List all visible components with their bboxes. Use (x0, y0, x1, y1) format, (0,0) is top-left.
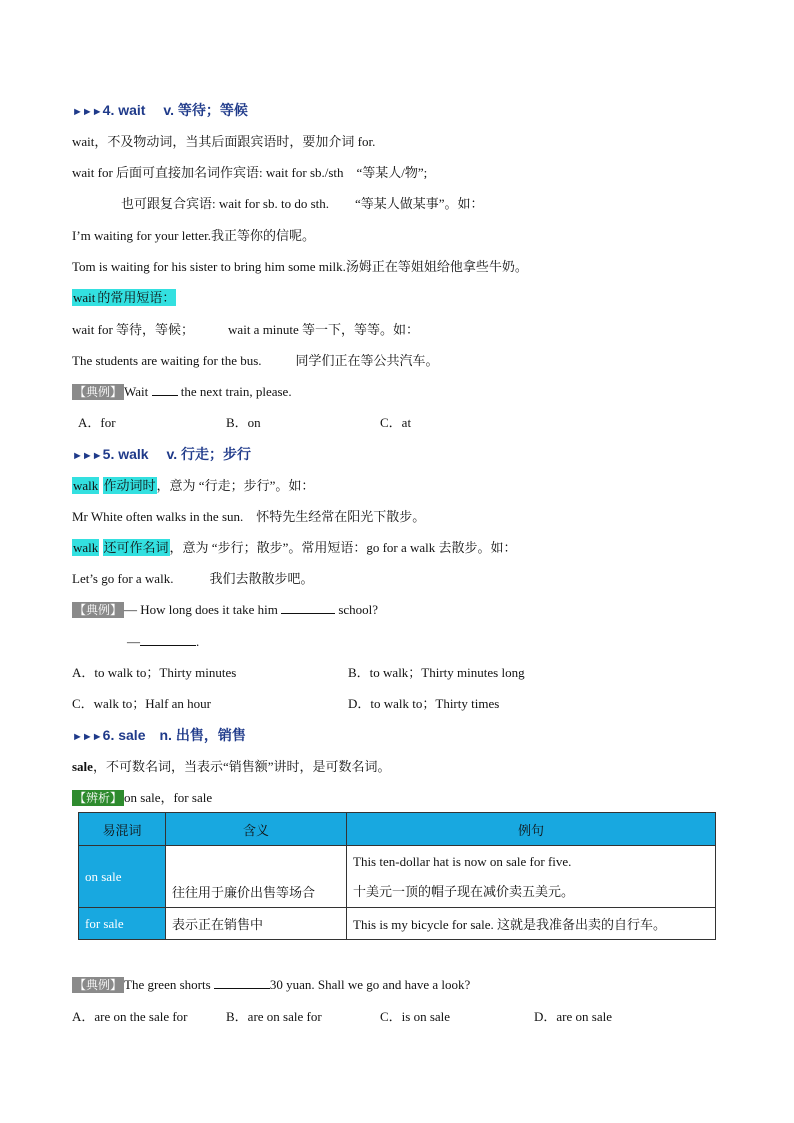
analysis-line (72, 789, 212, 807)
table-row (79, 908, 716, 940)
column-header: 易混词 (79, 813, 166, 846)
phrases-label (72, 289, 176, 307)
triangle-arrows-icon: ►►► (72, 450, 102, 462)
option-a[interactable]: A．for (78, 415, 116, 430)
exercise-question (72, 383, 292, 401)
section-5-title: 5. walk v. 行走；步行 (102, 446, 252, 462)
keyword: sale (72, 759, 93, 774)
question-text: 30 yuan. Shall we go and have a look? (269, 977, 471, 992)
phrase-line (72, 321, 419, 339)
answer-blank[interactable] (152, 383, 178, 396)
example-zh: 我们去散散步吧。 (209, 571, 314, 586)
paragraph: 也可跟复合宾语: wait for sb. to do sth. “等某人做某事”。如： (121, 196, 484, 211)
option-c[interactable]: C．is on sale (380, 1009, 451, 1024)
paragraph: wait for 后面可直接加名词作宾语: wait for sb./sth “等某人/物”; (72, 165, 428, 180)
example-line (72, 570, 313, 588)
paragraph (72, 539, 517, 557)
section-4-title: 4. wait v. 等待；等候 (102, 102, 248, 118)
table-cell-example (347, 846, 716, 908)
example-tag: 【典例】 (74, 978, 123, 992)
option-c[interactable]: C．walk to；Half an hour (72, 696, 212, 711)
column-header: 例句 (347, 813, 716, 846)
comparison-table (78, 812, 716, 940)
question-text: the next train, please. (180, 384, 292, 399)
paragraph-text: ，意为 “步行；散步”。常用短语：go for a walk 去散步。如： (169, 540, 517, 555)
table-row (79, 846, 716, 908)
exercise-question (72, 976, 470, 994)
highlight: 还可作名词 (103, 540, 169, 555)
triangle-arrows-icon: ►►► (72, 731, 102, 743)
paragraph (72, 758, 391, 776)
section-6-heading (72, 726, 246, 746)
option-d[interactable]: D．are on sale (534, 1009, 612, 1024)
section-4-heading (72, 101, 248, 121)
column-header: 含义 (166, 813, 347, 846)
period: . (196, 634, 200, 649)
phrase: wait for 等待，等候； (72, 322, 195, 337)
highlight: walk (73, 478, 99, 493)
option-a[interactable]: A．are on the sale for (72, 1009, 188, 1024)
answer-blank[interactable] (214, 976, 270, 989)
paragraph-text: ，意为 “行走；步行”。如： (156, 478, 315, 493)
answer-blank[interactable] (140, 633, 196, 646)
table-header-row (79, 813, 716, 846)
example-tag: 【典例】 (74, 385, 123, 399)
option-d[interactable]: D．to walk to；Thirty times (348, 696, 500, 711)
option-a[interactable]: A．to walk to；Thirty minutes (72, 665, 237, 680)
table-cell-word: for sale (79, 908, 166, 940)
example-sentence: I’m waiting for your letter.我正等你的信呢。 (72, 228, 315, 243)
phrase: wait a minute 等一下，等等。如： (228, 322, 420, 337)
question-text: Wait (124, 384, 149, 399)
exercise-question (72, 601, 378, 619)
exercise-answer-line (127, 633, 199, 651)
table-cell-word: on sale (79, 846, 166, 908)
question-text: — How long does it take him (124, 602, 278, 617)
triangle-arrows-icon: ►►► (72, 106, 102, 118)
dash: — (127, 634, 140, 649)
example-zh: 同学们正在等公共汽车。 (295, 353, 439, 368)
table-cell-meaning: 表示正在销售中 (166, 908, 347, 940)
highlight: 作动词时 (103, 478, 156, 493)
example-en: Let’s go for a walk. (72, 571, 174, 586)
question-text: The green shorts (124, 977, 211, 992)
example-en: The students are waiting for the bus. (72, 353, 262, 368)
example-tag: 【典例】 (74, 603, 123, 617)
example-en: This ten-dollar hat is now on sale for five. (353, 853, 572, 869)
highlight: walk (73, 540, 99, 555)
answer-blank[interactable] (281, 601, 335, 614)
example-zh: 十美元一顶的帽子现在减价卖五美元。 (353, 883, 575, 899)
section-5-heading (72, 445, 251, 465)
option-b[interactable]: B．on (226, 415, 261, 430)
example-sentence: Mr White often walks in the sun. 怀特先生经常在阳光下散步。 (72, 509, 426, 524)
paragraph-text: ，不可数名词，当表示“销售额”讲时，是可数名词。 (92, 759, 391, 774)
table-cell-meaning: 往往用于廉价出售等场合 (166, 846, 347, 908)
option-b[interactable]: B．are on sale for (226, 1009, 322, 1024)
analysis-tag: 【辨析】 (74, 791, 123, 805)
table-cell-example: This is my bicycle for sale. 这就是我准备出卖的自行车。 (347, 908, 716, 940)
paragraph: wait，不及物动词，当其后面跟宾语时，要加介词 for. (72, 134, 376, 149)
highlight: 的常用短语： (97, 290, 176, 305)
paragraph (72, 477, 314, 495)
question-text: school? (338, 602, 379, 617)
example-line (72, 352, 439, 370)
analysis-text: on sale，for sale (124, 790, 213, 805)
example-sentence: Tom is waiting for his sister to bring him some milk.汤姆正在等姐姐给他拿些牛奶。 (72, 259, 528, 274)
highlight: wait (73, 290, 96, 305)
option-c[interactable]: C．at (380, 415, 412, 430)
section-6-title: 6. sale n. 出售，销售 (102, 727, 246, 743)
option-b[interactable]: B．to walk；Thirty minutes long (348, 665, 525, 680)
